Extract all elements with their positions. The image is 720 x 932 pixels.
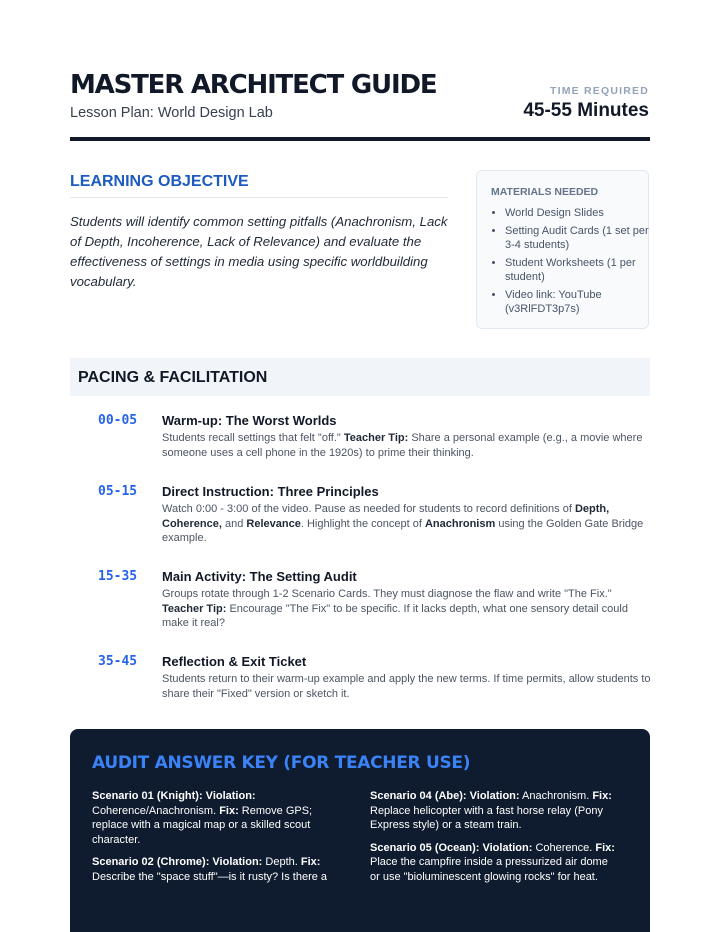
materials-item: • Student Worksheets (1 per student) <box>505 256 655 285</box>
bold-text-run: Teacher Tip: <box>162 602 227 615</box>
bold-text-run: Scenario 05 (Ocean): Violation: <box>370 841 533 854</box>
text-run: Students recall settings that felt "off." <box>162 432 344 444</box>
bold-text-run: Fix: <box>300 856 321 868</box>
text-run: Place the campfire inside a pressurized air dome or use "bioluminescent glowing rocks" for heat. <box>370 856 608 883</box>
bold-text-run: Scenario 02 (Chrome): Violation: <box>92 856 263 868</box>
bold-text-run: Scenario 01 (Knight): Violation: <box>92 790 256 802</box>
materials-list <box>491 206 655 320</box>
text-run: using the Golden Gate Bridge example. <box>162 517 644 544</box>
answer-key-entry <box>92 855 342 884</box>
materials-item: • Setting Audit Cards (1 set per 3-4 students) <box>505 224 655 253</box>
text-run: Remove GPS; replace with a magical map or a skilled scout character. <box>92 804 313 846</box>
pacing-heading: PACING & FACILITATION <box>78 369 268 386</box>
header-divider <box>70 137 650 141</box>
text-run: . Highlight the concept of <box>300 517 425 530</box>
bold-text-run: Relevance <box>246 517 301 530</box>
text-run: Replace helicopter with a fast horse relay (Pony Express style) or a steam train. <box>370 804 603 831</box>
bold-text-run: Scenario 04 (Abe): Violation: <box>370 790 520 802</box>
answer-key-entry <box>370 841 620 885</box>
text-run: Coherence/Anachronism. <box>92 804 220 817</box>
materials-panel <box>476 170 649 329</box>
answer-key-right-column <box>370 789 620 892</box>
objective-heading: LEARNING OBJECTIVE <box>70 173 249 190</box>
pacing-banner <box>70 358 650 396</box>
pacing-description <box>162 502 652 546</box>
text-run: Encourage "The Fix" to be specific. If it lacks depth, what one sensory detail could make it real? <box>162 602 628 629</box>
page-title: MASTER ARCHITECT GUIDE <box>70 70 437 100</box>
bold-text-run: Depth, Coherence, <box>162 503 610 530</box>
objective-text: Students will identify common setting pitfalls (Anachronism, Lack of Depth, Incoherence, Lack of Relevance) and evaluate the effectiveness of settings in media using specific worldbuilding vocabulary. <box>70 214 448 289</box>
objective-divider <box>70 197 448 198</box>
answer-key-entry <box>370 789 620 833</box>
page-subtitle: Lesson Plan: World Design Lab <box>70 105 273 121</box>
pacing-description <box>162 672 652 701</box>
materials-heading: MATERIALS NEEDED <box>491 186 599 198</box>
pacing-time: 15-35 <box>98 569 138 584</box>
pacing-title: Main Activity: The Setting Audit <box>162 569 357 584</box>
time-required-value: 45-55 Minutes <box>523 100 649 121</box>
pacing-time: 35-45 <box>98 654 138 669</box>
time-required-label: TIME REQUIRED <box>549 85 649 97</box>
materials-item: • World Design Slides <box>505 206 655 220</box>
pacing-time: 00-05 <box>98 413 138 428</box>
answer-key-left-column <box>92 789 342 892</box>
text-run: Anachronism. <box>519 790 593 802</box>
text-run: Share a personal example (e.g., a movie where someone uses a cell phone in the 1920s) to prime their thinking. <box>162 432 643 459</box>
bold-text-run: Fix: <box>595 841 615 854</box>
bold-text-run: Teacher Tip: <box>343 432 409 444</box>
text-run: Coherence. <box>532 841 596 854</box>
pacing-description <box>162 431 652 460</box>
text-run: Depth. <box>262 856 301 868</box>
text-run: Students return to their warm-up example and apply the new terms. If time permits, allow students to share their "Fixed" version or sketch it. <box>162 673 651 700</box>
pacing-description <box>162 587 652 631</box>
pacing-title: Reflection & Exit Ticket <box>162 654 307 669</box>
answer-key-panel <box>70 729 650 932</box>
text-run: Describe the "space stuff"—is it rusty? Is there a <box>92 870 328 883</box>
bold-text-run: Fix: <box>592 790 612 802</box>
pacing-time: 05-15 <box>98 484 138 499</box>
answer-key-heading: AUDIT ANSWER KEY (FOR TEACHER USE) <box>92 753 471 773</box>
bold-text-run: Anachronism <box>424 517 496 530</box>
pacing-title: Warm-up: The Worst Worlds <box>162 413 337 428</box>
answer-key-entry <box>92 789 342 847</box>
text-run: and <box>221 517 247 530</box>
text-run: Groups rotate through 1-2 Scenario Cards. They must diagnose the flaw and write "The Fix." <box>162 588 612 600</box>
pacing-title: Direct Instruction: Three Principles <box>162 484 379 499</box>
text-run: Watch 0:00 - 3:00 of the video. Pause as needed for students to record definitions of <box>162 503 575 515</box>
bold-text-run: Fix: <box>219 804 239 817</box>
materials-item: • Video link: YouTube (v3RlFDT3p7s) <box>505 288 655 317</box>
